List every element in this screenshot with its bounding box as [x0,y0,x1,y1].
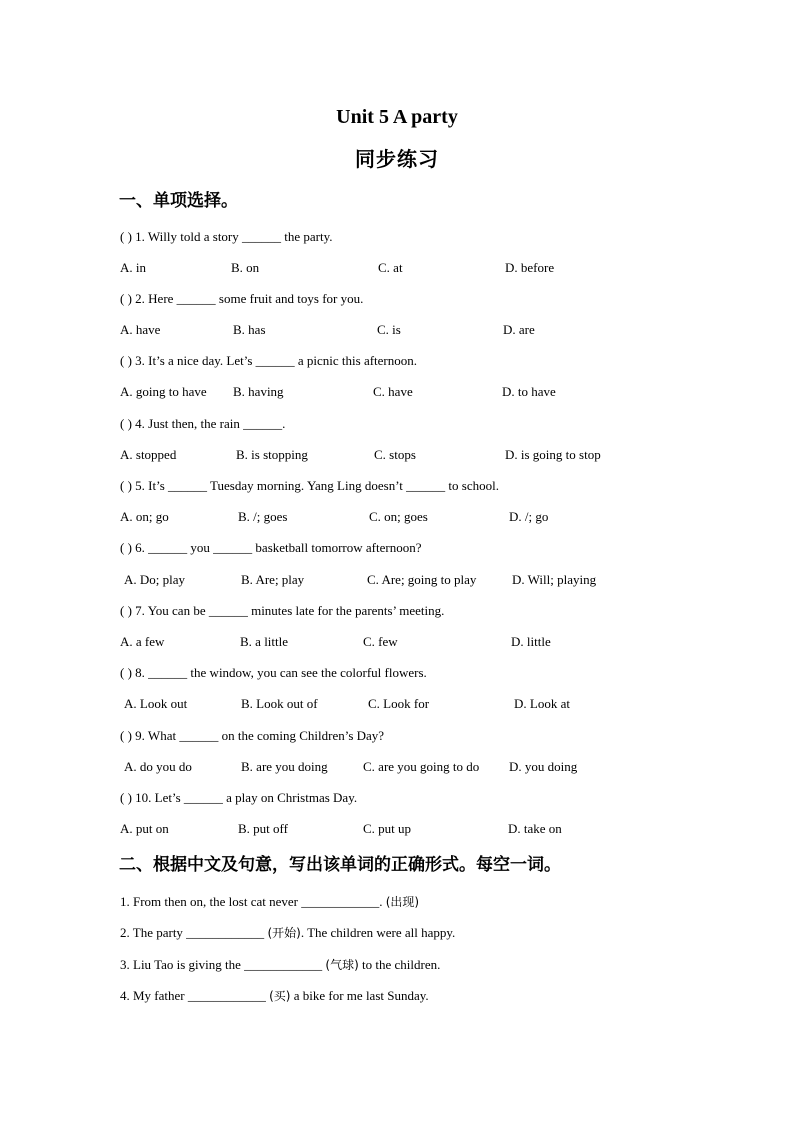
option-c: C. have [373,384,413,399]
page-title: Unit 5 A party [336,106,458,128]
answer-paren: ( ) [120,353,132,368]
option-b: B. Are; play [241,572,305,587]
answer-paren: ( ) [120,416,132,431]
option-a: A. put on [120,821,169,836]
option-a: A. do you do [124,759,192,774]
question-9 [120,727,384,745]
question-stem: 6. ______ you ______ basketball tomorrow afternoon? [135,540,422,555]
option-d: D. is going to stop [505,447,601,462]
option-b: B. having [233,384,284,399]
question-stem: 3. It’s a nice day. Let’s ______ a picnic this afternoon. [135,353,418,368]
question-2 [120,290,363,308]
question-stem: 5. It’s ______ Tuesday morning. Yang Ling doesn’t ______ to school. [135,478,499,493]
option-d: D. Will; playing [512,572,597,587]
option-c: C. put up [363,821,412,836]
option-a: A. a few [120,634,165,649]
option-d: D. Look at [514,696,570,711]
question-stem: 10. Let’s ______ a play on Christmas Day. [135,790,358,805]
option-a: A. on; go [120,509,169,524]
answer-paren: ( ) [120,291,132,306]
fill-item-3 [120,956,440,974]
fill-text-after: . The children were all happy. [300,925,456,940]
chinese-hint: (气球) [325,958,359,972]
option-c: C. few [363,634,398,649]
question-stem: 1. Willy told a story ______ the party. [135,229,333,244]
question-stem: 7. You can be ______ minutes late for the parents’ meeting. [135,603,445,618]
option-c: C. is [377,322,401,337]
page-subtitle: 同步练习 [355,147,439,171]
answer-paren: ( ) [120,665,132,680]
question-5 [120,477,499,495]
option-d: D. /; go [509,509,549,524]
fill-item-2 [120,924,455,942]
question-6 [120,539,421,557]
option-d: D. before [505,260,555,275]
question-8 [120,664,427,682]
section1-heading: 一、单项选择。 [119,191,238,211]
chinese-hint: (开始) [267,926,301,940]
question-10 [120,789,357,807]
question-1 [120,228,333,246]
option-b: B. are you doing [241,759,328,774]
chinese-hint: (出现) [385,895,420,909]
fill-text-after: to the children. [358,957,441,972]
fill-item-1 [120,893,419,911]
question-stem: 8. ______ the window, you can see the colorful flowers. [135,665,427,680]
option-d: D. take on [508,821,562,836]
option-b: B. a little [240,634,289,649]
chinese-hint: (买) [269,989,291,1003]
option-d: D. to have [502,384,556,399]
option-a: A. Look out [124,696,188,711]
option-d: D. are [503,322,535,337]
fill-text: 3. Liu Tao is giving the ____________ [120,957,326,972]
option-a: A. stopped [120,447,177,462]
option-c: C. on; goes [369,509,428,524]
option-b: B. on [231,260,260,275]
option-b: B. /; goes [238,509,288,524]
option-a: A. have [120,322,161,337]
option-a: A. in [120,260,146,275]
option-b: B. Look out of [241,696,318,711]
section2-heading: 二、根据中文及句意，写出该单词的正确形式。每空一词。 [119,855,561,875]
answer-paren: ( ) [120,790,132,805]
question-3 [120,352,417,370]
fill-text: 1. From then on, the lost cat never ____________. [120,894,386,909]
fill-text: 2. The party ____________ [120,925,268,940]
option-c: C. stops [374,447,416,462]
answer-paren: ( ) [120,229,132,244]
question-7 [120,602,444,620]
option-b: B. has [233,322,266,337]
option-c: C. at [378,260,403,275]
fill-item-4 [120,987,429,1005]
option-b: B. is stopping [236,447,308,462]
answer-paren: ( ) [120,603,132,618]
question-4 [120,415,285,433]
option-d: D. little [511,634,551,649]
question-stem: 2. Here ______ some fruit and toys for you. [135,291,364,306]
fill-text-after: a bike for me last Sunday. [290,988,429,1003]
option-a: A. going to have [120,384,207,399]
option-b: B. put off [238,821,288,836]
option-c: C. Look for [368,696,430,711]
question-stem: 9. What ______ on the coming Children’s Day? [135,728,385,743]
option-a: A. Do; play [124,572,186,587]
option-d: D. you doing [509,759,578,774]
fill-text: 4. My father ____________ [120,988,270,1003]
answer-paren: ( ) [120,478,132,493]
answer-paren: ( ) [120,540,132,555]
question-stem: 4. Just then, the rain ______. [135,416,286,431]
option-c: C. Are; going to play [367,572,477,587]
answer-paren: ( ) [120,728,132,743]
option-c: C. are you going to do [363,759,480,774]
